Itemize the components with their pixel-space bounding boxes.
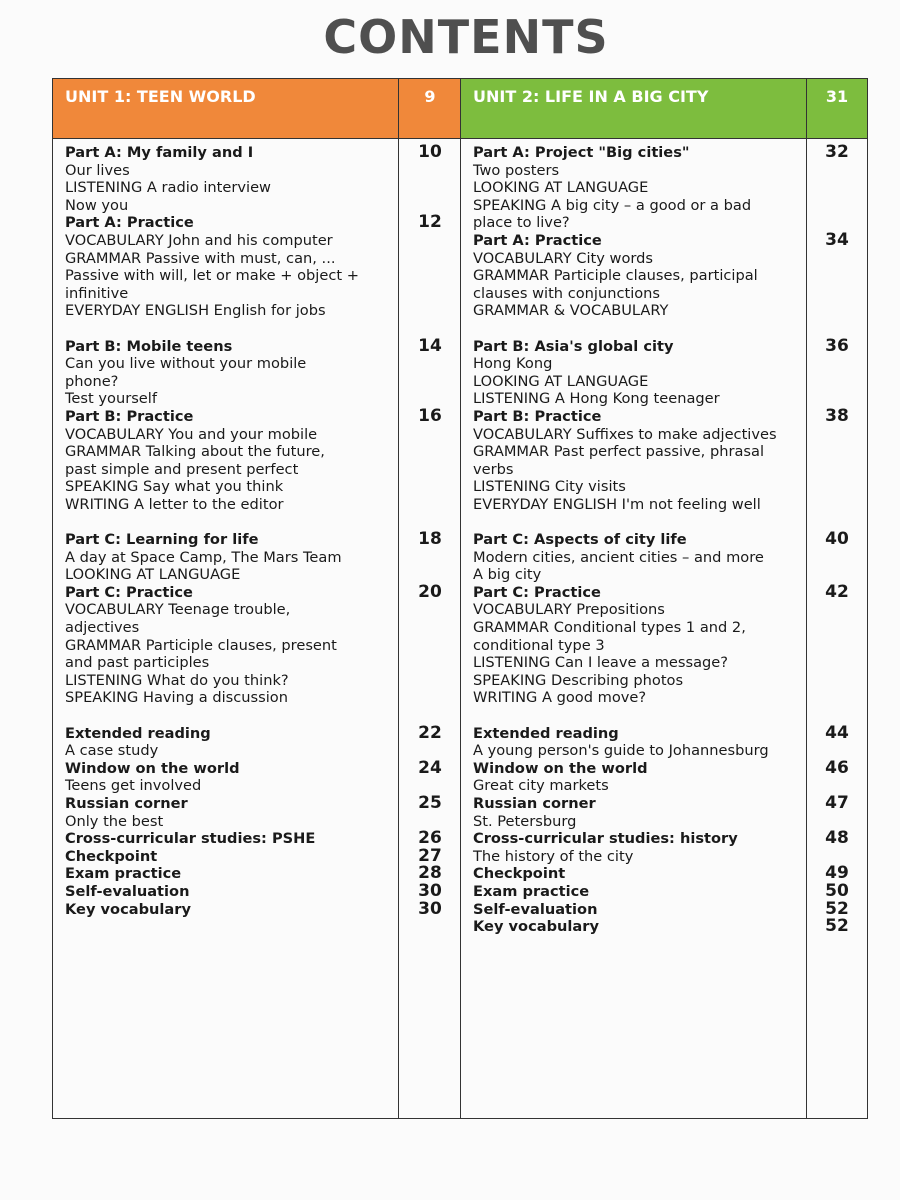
page-number xyxy=(399,250,461,268)
section-gap xyxy=(399,320,461,338)
section-gap xyxy=(65,513,391,531)
lesson-item: SPEAKING Describing photos xyxy=(473,671,684,689)
page-number xyxy=(807,267,867,285)
lesson-item: GRAMMAR Talking about the future, xyxy=(65,443,325,461)
contents-table xyxy=(52,78,868,1119)
unit2-page-numbers xyxy=(807,144,867,936)
section-heading: Part A: Practice xyxy=(65,214,194,232)
lesson-item: VOCABULARY Teenage trouble, xyxy=(65,601,291,619)
lesson-item: Now you xyxy=(65,196,129,214)
page-number xyxy=(807,637,867,655)
page-number xyxy=(399,267,461,285)
page-number: 49 xyxy=(825,863,849,884)
section-heading: Self-evaluation xyxy=(65,882,190,900)
page-number xyxy=(807,443,867,461)
lesson-item: Passive with will, let or make + object + xyxy=(65,267,359,285)
section-heading: Extended reading xyxy=(473,724,619,742)
lesson-item: Our lives xyxy=(65,161,130,179)
page-number xyxy=(399,443,461,461)
lesson-item: GRAMMAR Passive with must, can, ... xyxy=(65,249,336,267)
section-gap xyxy=(473,513,803,531)
page-number xyxy=(807,197,867,215)
lesson-item: past simple and present perfect xyxy=(65,460,299,478)
lesson-item: Modern cities, ancient cities – and more xyxy=(473,548,764,566)
lesson-item: LOOKING AT LANGUAGE xyxy=(65,566,241,584)
lesson-item: A case study xyxy=(65,742,159,760)
lesson-item: place to live? xyxy=(473,214,570,232)
lesson-item: VOCABULARY Suffixes to make adjectives xyxy=(473,425,777,443)
lesson-item: GRAMMAR Participle clauses, present xyxy=(65,636,337,654)
page-number: 44 xyxy=(825,722,849,743)
page-number xyxy=(807,601,867,619)
page-number xyxy=(399,637,461,655)
lesson-item: SPEAKING Say what you think xyxy=(65,478,284,496)
page-number xyxy=(807,285,867,303)
page-number: 27 xyxy=(418,845,442,866)
unit1-start-page: 9 xyxy=(399,79,461,138)
page-number: 38 xyxy=(825,405,849,426)
lesson-item: LISTENING A Hong Kong teenager xyxy=(473,390,720,408)
lesson-item: Only the best xyxy=(65,812,164,830)
page-number xyxy=(399,461,461,479)
page-number: 47 xyxy=(825,792,849,813)
page-number: 50 xyxy=(825,880,849,901)
section-heading: Part B: Mobile teens xyxy=(65,337,233,355)
section-gap xyxy=(65,707,391,725)
lesson-item: Hong Kong xyxy=(473,355,553,373)
unit1-page-numbers xyxy=(399,144,461,918)
page-number xyxy=(399,689,461,707)
unit2-header: UNIT 2: LIFE IN A BIG CITY xyxy=(461,79,807,138)
unit2-start-page: 31 xyxy=(807,79,867,138)
page-number xyxy=(807,672,867,690)
lesson-item: VOCABULARY City words xyxy=(473,249,654,267)
page-number: 28 xyxy=(418,863,442,884)
page-number xyxy=(399,302,461,320)
lesson-item: LOOKING AT LANGUAGE xyxy=(473,372,649,390)
page-number: 18 xyxy=(418,529,442,550)
section-heading: Part A: Project "Big cities" xyxy=(473,144,690,161)
page-number xyxy=(807,478,867,496)
section-gap xyxy=(473,707,803,725)
page-number xyxy=(807,496,867,514)
section-heading: Key vocabulary xyxy=(473,918,599,936)
lesson-item: Can you live without your mobile xyxy=(65,355,307,373)
lesson-item: St. Petersburg xyxy=(473,812,577,830)
page-number: 20 xyxy=(418,581,442,602)
page-number: 10 xyxy=(418,142,442,162)
page-number: 34 xyxy=(825,229,849,250)
page-number: 48 xyxy=(825,828,849,849)
lesson-item: Teens get involved xyxy=(65,777,202,795)
page-number xyxy=(807,250,867,268)
lesson-item: verbs xyxy=(473,460,514,478)
section-heading: Extended reading xyxy=(65,724,211,742)
lesson-item: LISTENING What do you think? xyxy=(65,671,289,689)
page-number xyxy=(399,601,461,619)
page-number xyxy=(399,162,461,180)
page-number xyxy=(807,179,867,197)
section-gap xyxy=(807,320,867,338)
section-heading: Key vocabulary xyxy=(65,900,191,918)
lesson-item: LISTENING Can I leave a message? xyxy=(473,654,729,672)
section-heading: Russian corner xyxy=(65,794,188,812)
page-number xyxy=(399,426,461,444)
section-heading: Cross-curricular studies: history xyxy=(473,830,738,848)
page-number: 30 xyxy=(418,880,442,901)
page-number: 16 xyxy=(418,405,442,426)
lesson-item: WRITING A good move? xyxy=(473,689,647,707)
lesson-item: LOOKING AT LANGUAGE xyxy=(473,179,649,197)
unit2-contents xyxy=(473,144,803,936)
section-gap xyxy=(65,320,391,338)
page-number: 30 xyxy=(418,898,442,919)
section-heading: Part C: Practice xyxy=(65,583,193,601)
page-number xyxy=(399,672,461,690)
section-heading: Part B: Practice xyxy=(473,407,602,425)
section-heading: Part B: Practice xyxy=(65,407,194,425)
lesson-item: A day at Space Camp, The Mars Team xyxy=(65,548,342,566)
section-heading: Part C: Practice xyxy=(473,583,601,601)
lesson-item: A young person's guide to Johannesburg xyxy=(473,742,769,760)
lesson-item: GRAMMAR & VOCABULARY xyxy=(473,302,669,320)
lesson-item: LISTENING A radio interview xyxy=(65,179,271,197)
page-number xyxy=(807,654,867,672)
page-number: 46 xyxy=(825,757,849,778)
page-number xyxy=(807,302,867,320)
page-number: 40 xyxy=(825,529,849,550)
page-number xyxy=(399,179,461,197)
lesson-item: phone? xyxy=(65,372,119,390)
page-number xyxy=(399,654,461,672)
lesson-item: SPEAKING Having a discussion xyxy=(65,689,288,707)
page-number xyxy=(807,426,867,444)
section-gap xyxy=(473,320,803,338)
section-heading: Window on the world xyxy=(473,759,648,777)
section-heading: Russian corner xyxy=(473,794,596,812)
page-number: 36 xyxy=(825,335,849,356)
unit1-contents xyxy=(65,144,391,918)
lesson-item: Great city markets xyxy=(473,777,609,795)
page-number: 25 xyxy=(418,792,442,813)
page-number: 12 xyxy=(418,212,442,233)
page-number: 22 xyxy=(418,722,442,743)
page-number xyxy=(399,232,461,250)
section-heading: Exam practice xyxy=(473,882,590,900)
page-number: 42 xyxy=(825,581,849,602)
lesson-item: adjectives xyxy=(65,619,140,637)
lesson-item: Test yourself xyxy=(65,390,157,408)
lesson-item: VOCABULARY Prepositions xyxy=(473,601,665,619)
lesson-item: VOCABULARY You and your mobile xyxy=(65,425,318,443)
section-heading: Part C: Aspects of city life xyxy=(473,531,687,549)
page-title: CONTENTS xyxy=(323,10,609,64)
page-number xyxy=(807,355,867,373)
page-number xyxy=(807,619,867,637)
page-number xyxy=(399,478,461,496)
page-number: 32 xyxy=(825,142,849,162)
page-number: 24 xyxy=(418,757,442,778)
section-heading: Checkpoint xyxy=(65,847,158,865)
section-heading: Checkpoint xyxy=(473,865,566,883)
page-number xyxy=(399,355,461,373)
section-heading: Cross-curricular studies: PSHE xyxy=(65,830,316,848)
section-heading: Part A: Practice xyxy=(473,231,602,249)
lesson-item: WRITING A letter to the editor xyxy=(65,495,284,513)
lesson-item: LISTENING City visits xyxy=(473,478,626,496)
lesson-item: A big city xyxy=(473,566,542,584)
lesson-item: GRAMMAR Participle clauses, participal xyxy=(473,267,758,285)
page-number: 26 xyxy=(418,828,442,849)
page-number xyxy=(807,549,867,567)
lesson-item: EVERYDAY ENGLISH English for jobs xyxy=(65,302,326,320)
lesson-item: and past participles xyxy=(65,654,210,672)
section-heading: Exam practice xyxy=(65,865,182,883)
page-number: 52 xyxy=(825,898,849,919)
lesson-item: GRAMMAR Conditional types 1 and 2, xyxy=(473,619,746,637)
page-number: 52 xyxy=(825,916,849,937)
page-number xyxy=(399,373,461,391)
page-number xyxy=(399,496,461,514)
page-number xyxy=(807,689,867,707)
lesson-item: conditional type 3 xyxy=(473,636,605,654)
page-number xyxy=(807,461,867,479)
lesson-item: The history of the city xyxy=(473,847,634,865)
section-heading: Part C: Learning for life xyxy=(65,531,259,549)
page-number: 14 xyxy=(418,335,442,356)
section-heading: Part B: Asia's global city xyxy=(473,337,674,355)
lesson-item: infinitive xyxy=(65,284,129,302)
lesson-item: VOCABULARY John and his computer xyxy=(65,231,333,249)
page-number xyxy=(807,162,867,180)
section-gap xyxy=(807,707,867,725)
page-number xyxy=(399,549,461,567)
page-number xyxy=(807,373,867,391)
lesson-item: clauses with conjunctions xyxy=(473,284,661,302)
section-heading: Window on the world xyxy=(65,759,240,777)
lesson-item: EVERYDAY ENGLISH I'm not feeling well xyxy=(473,495,761,513)
unit1-header: UNIT 1: TEEN WORLD xyxy=(53,79,399,138)
lesson-item: Two posters xyxy=(473,161,560,179)
section-heading: Self-evaluation xyxy=(473,900,598,918)
page-number xyxy=(399,285,461,303)
lesson-item: GRAMMAR Past perfect passive, phrasal xyxy=(473,443,764,461)
lesson-item: SPEAKING A big city – a good or a bad xyxy=(473,196,752,214)
section-heading: Part A: My family and I xyxy=(65,144,254,161)
section-gap xyxy=(399,707,461,725)
page-number xyxy=(399,619,461,637)
